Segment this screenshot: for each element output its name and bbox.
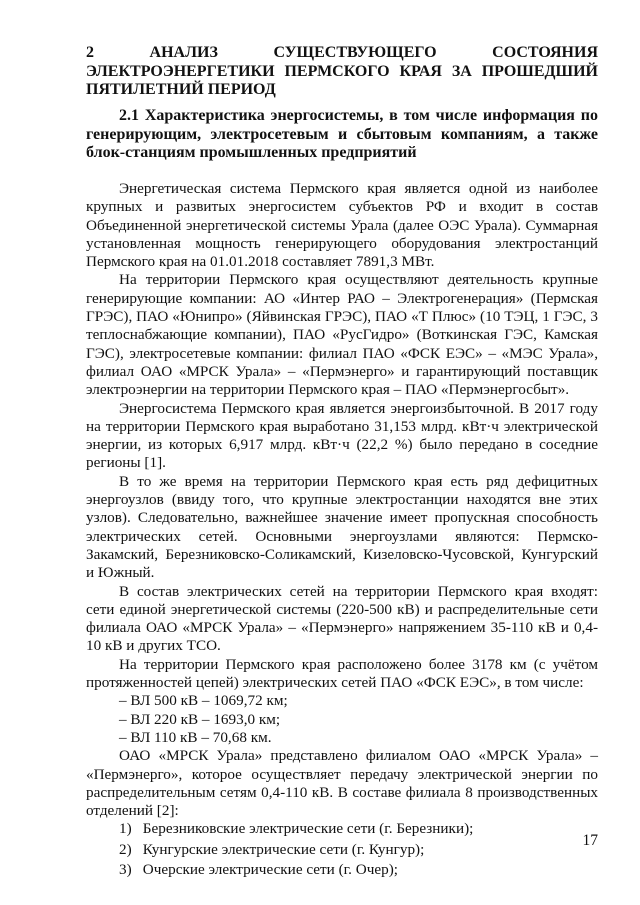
paragraph: На территории Пермского края осуществляют деятельность крупные генерирующие компании: АО «Интер РАО – Электрогенерация» (Пермская ГРЭС), ПАО «Юнипро» (Яйвинская ГРЭС), ПАО «Т Плюс» (10 ТЭЦ, 1 ГЭС, 3 теплоснабжающие компании), ПАО «РусГидро» (Воткинская ГЭС, Камская ГЭС), электросетевые компании: филиал ПАО «ФСК ЕЭС» – «МЭС Урала», филиал ОАО «МРСК Урала» – «Пермэнерго» и гарантирующий поставщик электроэнергии на территории Пермского края – ПАО «Пермэнергосбыт». <box>86 271 598 399</box>
line-list-item: – ВЛ 500 кВ – 1069,72 км; <box>119 692 288 710</box>
paragraph: ОАО «МРСК Урала» представлено филиалом ОАО «МРСК Урала» – «Пермэнерго», которое осуществляет передачу электрической энергии по распределительным сетям 0,4-110 кВ. В составе филиала 8 производственных отделений [2]: <box>86 747 598 820</box>
list-item <box>86 861 598 879</box>
line-list-item: – ВЛ 110 кВ – 70,68 км. <box>119 728 272 746</box>
paragraph: На территории Пермского края расположено более 3178 км (с учётом протяженностей цепей) электрических сетей ПАО «ФСК ЕЭС», в том числе: <box>86 655 598 692</box>
page-number: 17 <box>582 832 598 849</box>
paragraph: В то же время на территории Пермского края есть ряд дефицитных энергоузлов (ввиду того, что крупные электростанции находятся вне этих узлов). Следовательно, важнейшее значение имеет пропускная способность электрических сетей. Основными энергоузлами являются: Пермско-Закамский, Березниковско-Соликамский, Кизеловско-Чусовской, Кунгурский и Южный. <box>86 472 598 582</box>
list-text: Очерские электрические сети (г. Очер); <box>142 860 398 878</box>
list-number: 3) <box>119 860 132 878</box>
paragraph: Энергосистема Пермского края является энергоизбыточной. В 2017 году на территории Пермского края выработано 31,153 млрд. кВт·ч электрической энергии, из которых 6,917 млрд. кВт·ч (22,2 %) было передано в соседние регионы [1]. <box>86 399 598 472</box>
document-body <box>86 180 598 881</box>
paragraph: В состав электрических сетей на территории Пермского края входят: сети единой энергетической системы (220-500 кВ) и распределительные сети филиала ОАО «МРСК Урала» – «Пермэнерго» напряжением 35-110 кВ и 0,4-10 кВ и других ТСО. <box>86 582 598 655</box>
list-text: Березниковские электрические сети (г. Березники); <box>142 820 474 838</box>
numbered-list <box>86 820 598 879</box>
section-heading: 2 АНАЛИЗ СУЩЕСТВУЮЩЕГО СОСТОЯНИЯ ЭЛЕКТРОЭНЕРГЕТИКИ ПЕРМСКОГО КРАЯ ЗА ПРОШЕДШИЙ ПЯТИЛЕТНИЙ ПЕРИОД <box>86 44 598 98</box>
subsection-heading: 2.1 Характеристика энергосистемы, в том числе информация по генерирующим, электросетевым и сбытовым компаниям, а также блок-станциям промышленных предприятий <box>86 107 598 161</box>
list-item <box>86 841 598 859</box>
paragraph: Энергетическая система Пермского края является одной из наиболее крупных и развитых энергосистем субъектов РФ и входит в состав Объединенной энергетической системы Урала (далее ОЭС Урала). Суммарная установленная мощность генерирующего оборудования электростанций Пермского края на 01.01.2018 составляет 7891,3 МВт. <box>86 180 598 271</box>
list-number: 2) <box>119 840 132 858</box>
line-list-item: – ВЛ 220 кВ – 1693,0 км; <box>119 710 281 728</box>
list-item <box>86 820 598 838</box>
list-text: Кунгурские электрические сети (г. Кунгур); <box>142 840 425 858</box>
list-number: 1) <box>119 820 132 838</box>
